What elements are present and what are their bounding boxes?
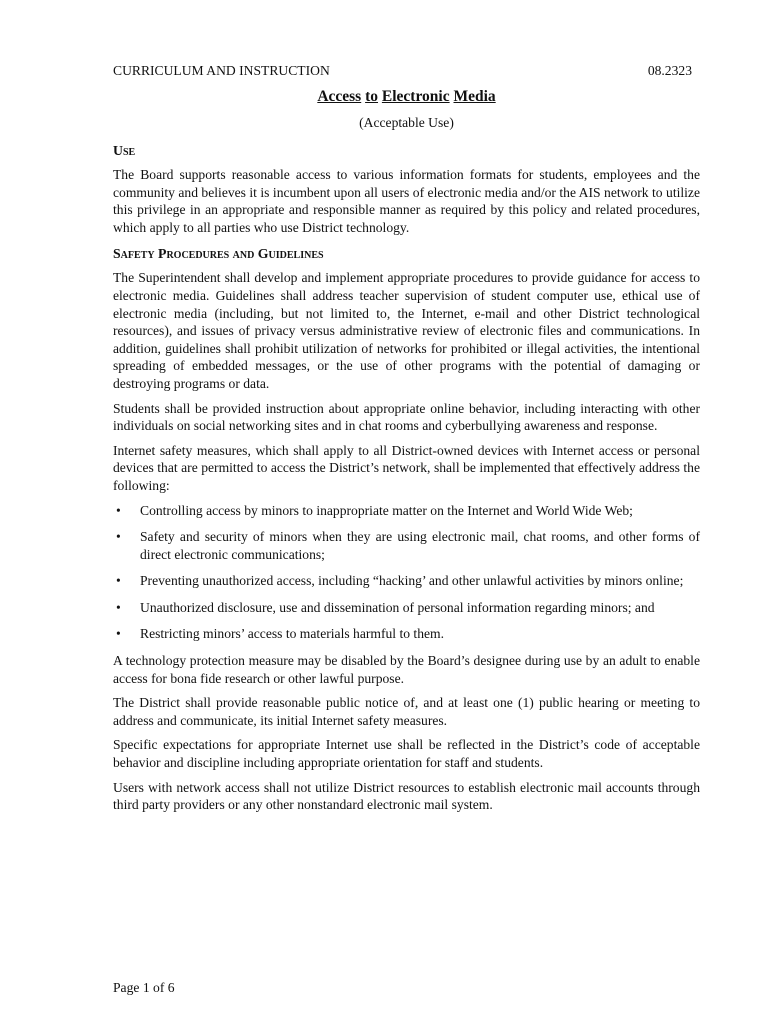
bullet-icon: • <box>116 573 121 589</box>
page-number: Page 1 of 6 <box>113 980 175 995</box>
title-word: Media <box>453 88 496 105</box>
bullet-icon: • <box>116 626 121 642</box>
safety-paragraph: Students shall be provided instruction about appropriate online behavior, including interacting with other individuals on social networking sites and in chat rooms and cyberbullying awareness and response. <box>113 400 700 434</box>
running-header <box>113 62 700 80</box>
safety-measures-list <box>113 502 700 644</box>
section-heading-use: Use <box>113 143 136 158</box>
bullet-icon: • <box>116 599 121 615</box>
policy-category: CURRICULUM AND INSTRUCTION <box>113 63 330 78</box>
use-paragraph: The Board supports reasonable access to various information formats for students, employees and the community and believes it is incumbent upon all users of electronic media and/or the AIS network to utilize this privilege in an appropriate and responsible manner as required by this policy and related procedures, which apply to all parties who use District technology. <box>113 167 700 235</box>
safety-paragraph: The District shall provide reasonable public notice of, and at least one (1) public hearing or meeting to address and communicate, its initial Internet safety measures. <box>113 695 700 728</box>
document-subtitle: (Acceptable Use) <box>359 115 454 130</box>
list-item-text: Controlling access by minors to inappropriate matter on the Internet and World Wide Web; <box>140 502 633 518</box>
policy-code: 08.2323 <box>647 63 692 78</box>
list-item-text: Unauthorized disclosure, use and dissemination of personal information regarding minors; and <box>140 599 655 615</box>
document-title <box>113 87 700 107</box>
list-item <box>113 625 700 643</box>
document-page <box>113 62 700 821</box>
list-item-text: Preventing unauthorized access, including “hacking’ and other unlawful activities by minors online; <box>140 573 684 589</box>
title-word: Access <box>317 88 362 105</box>
list-item <box>113 572 700 590</box>
safety-paragraph: Users with network access shall not utilize District resources to establish electronic mail accounts through third party providers or any other nonstandard electronic mail system. <box>113 779 700 813</box>
safety-paragraph: Specific expectations for appropriate Internet use shall be reflected in the District’s code of acceptable behavior and discipline including appropriate orientation for staff and students. <box>113 737 700 771</box>
list-item <box>113 502 700 520</box>
list-item <box>113 528 700 563</box>
list-item-text: Restricting minors’ access to materials harmful to them. <box>140 626 445 642</box>
bullet-icon: • <box>116 529 121 545</box>
safety-paragraph: Internet safety measures, which shall apply to all District-owned devices with Internet access or personal devices that are permitted to access the District’s network, shall be implemented that effectively address the following: <box>113 442 700 493</box>
safety-paragraph: A technology protection measure may be disabled by the Board’s designee during use by an adult to enable access for bona fide research or other lawful purpose. <box>113 653 700 686</box>
bullet-icon: • <box>116 502 121 518</box>
safety-paragraph: The Superintendent shall develop and implement appropriate procedures to provide guidance for access to electronic media. Guidelines shall address teacher supervision of student computer use, ethical use of electronic media (including, but not limited to, the Internet, e-mail and other District technological resources), and issues of privacy versus administrative review of electronic files and communications. In addition, guidelines shall prohibit utilization of networks for prohibited or illegal activities, the intentional spreading of embedded messages, or the use of other programs with the potential of damaging or destroying programs or data. <box>113 270 700 391</box>
list-item <box>113 599 700 617</box>
list-item-text: Safety and security of minors when they are using electronic mail, chat rooms, and other forms of direct electronic communications; <box>140 529 700 562</box>
title-word: Electronic <box>381 88 450 105</box>
title-word: to <box>365 88 379 105</box>
section-heading-safety: Safety Procedures and Guidelines <box>113 246 324 262</box>
